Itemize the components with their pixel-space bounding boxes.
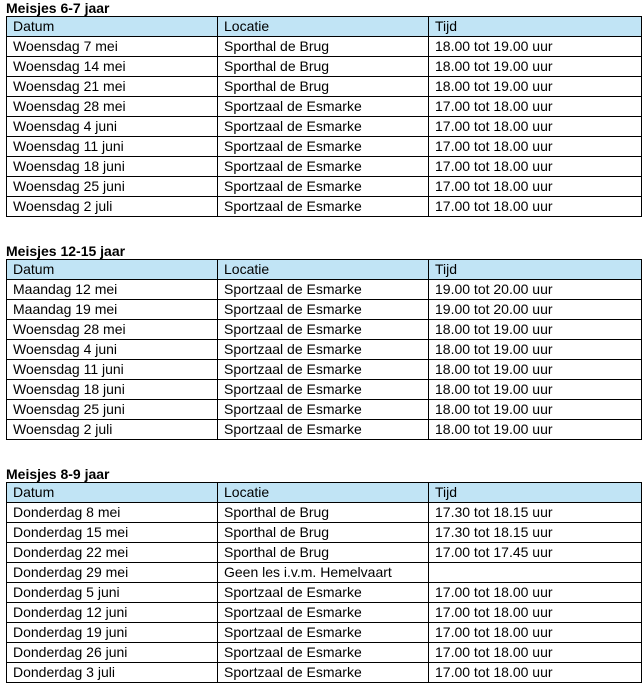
table-row xyxy=(7,197,642,217)
table-row xyxy=(7,177,642,197)
cell-locatie: Sporthal de Brug xyxy=(218,503,429,523)
cell-tijd: 18.00 tot 19.00 uur xyxy=(429,400,642,420)
cell-tijd: 17.00 tot 18.00 uur xyxy=(429,177,642,197)
table-header-row xyxy=(7,260,642,280)
cell-datum: Woensdag 25 juni xyxy=(7,400,218,420)
cell-tijd: 17.00 tot 18.00 uur xyxy=(429,117,642,137)
cell-datum: Woensdag 11 juni xyxy=(7,360,218,380)
cell-locatie: Sportzaal de Esmarke xyxy=(218,623,429,643)
cell-datum: Woensdag 28 mei xyxy=(7,97,218,117)
schedule-table xyxy=(6,259,642,440)
cell-datum: Woensdag 18 juni xyxy=(7,380,218,400)
cell-datum: Donderdag 26 juni xyxy=(7,643,218,663)
table-row xyxy=(7,157,642,177)
cell-tijd: 17.00 tot 18.00 uur xyxy=(429,157,642,177)
cell-tijd: 18.00 tot 19.00 uur xyxy=(429,37,642,57)
table-row xyxy=(7,503,642,523)
table-row xyxy=(7,663,642,683)
table-row xyxy=(7,280,642,300)
cell-locatie: Sportzaal de Esmarke xyxy=(218,300,429,320)
cell-datum: Donderdag 12 juni xyxy=(7,603,218,623)
cell-locatie: Sportzaal de Esmarke xyxy=(218,340,429,360)
cell-locatie: Sportzaal de Esmarke xyxy=(218,280,429,300)
cell-datum: Woensdag 7 mei xyxy=(7,37,218,57)
cell-tijd: 18.00 tot 19.00 uur xyxy=(429,57,642,77)
cell-tijd: 17.00 tot 18.00 uur xyxy=(429,663,642,683)
cell-locatie: Sportzaal de Esmarke xyxy=(218,663,429,683)
schedule-section xyxy=(6,0,643,217)
cell-locatie: Sportzaal de Esmarke xyxy=(218,137,429,157)
cell-datum: Woensdag 2 juli xyxy=(7,197,218,217)
cell-locatie: Sporthal de Brug xyxy=(218,523,429,543)
cell-locatie: Sportzaal de Esmarke xyxy=(218,400,429,420)
cell-locatie: Sportzaal de Esmarke xyxy=(218,583,429,603)
section-spacer xyxy=(6,440,643,466)
table-row xyxy=(7,643,642,663)
cell-tijd: 18.00 tot 19.00 uur xyxy=(429,380,642,400)
table-row xyxy=(7,623,642,643)
cell-tijd: 18.00 tot 19.00 uur xyxy=(429,340,642,360)
schedule-section xyxy=(6,243,643,440)
cell-datum: Donderdag 29 mei xyxy=(7,563,218,583)
cell-datum: Donderdag 22 mei xyxy=(7,543,218,563)
section-spacer xyxy=(6,217,643,243)
cell-datum: Woensdag 18 juni xyxy=(7,157,218,177)
table-row xyxy=(7,77,642,97)
cell-locatie: Sporthal de Brug xyxy=(218,543,429,563)
cell-tijd: 19.00 tot 20.00 uur xyxy=(429,300,642,320)
table-row xyxy=(7,340,642,360)
cell-tijd: 18.00 tot 19.00 uur xyxy=(429,360,642,380)
cell-datum: Donderdag 8 mei xyxy=(7,503,218,523)
cell-datum: Woensdag 2 juli xyxy=(7,420,218,440)
schedule-table xyxy=(6,482,642,683)
cell-locatie: Geen les i.v.m. Hemelvaart xyxy=(218,563,429,583)
header-locatie: Locatie xyxy=(218,260,429,280)
cell-datum: Maandag 19 mei xyxy=(7,300,218,320)
cell-tijd: 18.00 tot 19.00 uur xyxy=(429,420,642,440)
cell-datum: Donderdag 15 mei xyxy=(7,523,218,543)
cell-locatie: Sporthal de Brug xyxy=(218,77,429,97)
cell-datum: Donderdag 19 juni xyxy=(7,623,218,643)
header-datum: Datum xyxy=(7,17,218,37)
cell-tijd: 17.00 tot 17.45 uur xyxy=(429,543,642,563)
cell-datum: Woensdag 4 juni xyxy=(7,340,218,360)
cell-tijd: 17.00 tot 18.00 uur xyxy=(429,197,642,217)
cell-datum: Woensdag 4 juni xyxy=(7,117,218,137)
cell-tijd: 18.00 tot 19.00 uur xyxy=(429,77,642,97)
table-row xyxy=(7,603,642,623)
cell-datum: Woensdag 11 juni xyxy=(7,137,218,157)
table-row xyxy=(7,300,642,320)
table-row xyxy=(7,320,642,340)
table-row xyxy=(7,400,642,420)
header-tijd: Tijd xyxy=(429,260,642,280)
table-row xyxy=(7,360,642,380)
table-row xyxy=(7,583,642,603)
cell-tijd: 17.00 tot 18.00 uur xyxy=(429,643,642,663)
header-datum: Datum xyxy=(7,260,218,280)
table-header-row xyxy=(7,483,642,503)
cell-locatie: Sportzaal de Esmarke xyxy=(218,157,429,177)
cell-tijd: 17.00 tot 18.00 uur xyxy=(429,623,642,643)
cell-locatie: Sportzaal de Esmarke xyxy=(218,117,429,137)
cell-tijd: 17.00 tot 18.00 uur xyxy=(429,603,642,623)
cell-tijd: 17.00 tot 18.00 uur xyxy=(429,97,642,117)
cell-datum: Donderdag 3 juli xyxy=(7,663,218,683)
header-datum: Datum xyxy=(7,483,218,503)
schedule-table xyxy=(6,16,642,217)
cell-tijd: 17.00 tot 18.00 uur xyxy=(429,583,642,603)
schedule-sections xyxy=(6,0,643,683)
cell-locatie: Sportzaal de Esmarke xyxy=(218,360,429,380)
cell-tijd: 17.30 tot 18.15 uur xyxy=(429,523,642,543)
cell-datum: Donderdag 5 juni xyxy=(7,583,218,603)
table-row xyxy=(7,523,642,543)
table-row xyxy=(7,117,642,137)
header-locatie: Locatie xyxy=(218,17,429,37)
table-row xyxy=(7,420,642,440)
cell-datum: Woensdag 14 mei xyxy=(7,57,218,77)
section-title: Meisjes 12-15 jaar xyxy=(6,243,126,259)
section-title: Meisjes 8-9 jaar xyxy=(6,466,110,482)
table-row xyxy=(7,563,642,583)
table-row xyxy=(7,543,642,563)
cell-datum: Woensdag 21 mei xyxy=(7,77,218,97)
cell-locatie: Sportzaal de Esmarke xyxy=(218,643,429,663)
table-header-row xyxy=(7,17,642,37)
cell-tijd xyxy=(429,563,642,583)
cell-locatie: Sporthal de Brug xyxy=(218,37,429,57)
cell-datum: Maandag 12 mei xyxy=(7,280,218,300)
header-tijd: Tijd xyxy=(429,17,642,37)
cell-locatie: Sportzaal de Esmarke xyxy=(218,177,429,197)
cell-tijd: 18.00 tot 19.00 uur xyxy=(429,320,642,340)
cell-locatie: Sportzaal de Esmarke xyxy=(218,97,429,117)
table-row xyxy=(7,37,642,57)
header-locatie: Locatie xyxy=(218,483,429,503)
table-row xyxy=(7,97,642,117)
cell-tijd: 17.30 tot 18.15 uur xyxy=(429,503,642,523)
header-tijd: Tijd xyxy=(429,483,642,503)
table-row xyxy=(7,57,642,77)
section-title: Meisjes 6-7 jaar xyxy=(6,0,110,16)
cell-locatie: Sportzaal de Esmarke xyxy=(218,197,429,217)
cell-locatie: Sportzaal de Esmarke xyxy=(218,380,429,400)
cell-datum: Woensdag 28 mei xyxy=(7,320,218,340)
cell-locatie: Sporthal de Brug xyxy=(218,57,429,77)
cell-locatie: Sportzaal de Esmarke xyxy=(218,603,429,623)
cell-locatie: Sportzaal de Esmarke xyxy=(218,420,429,440)
cell-datum: Woensdag 25 juni xyxy=(7,177,218,197)
schedule-section xyxy=(6,466,643,683)
table-row xyxy=(7,380,642,400)
cell-tijd: 17.00 tot 18.00 uur xyxy=(429,137,642,157)
table-row xyxy=(7,137,642,157)
cell-locatie: Sportzaal de Esmarke xyxy=(218,320,429,340)
cell-tijd: 19.00 tot 20.00 uur xyxy=(429,280,642,300)
